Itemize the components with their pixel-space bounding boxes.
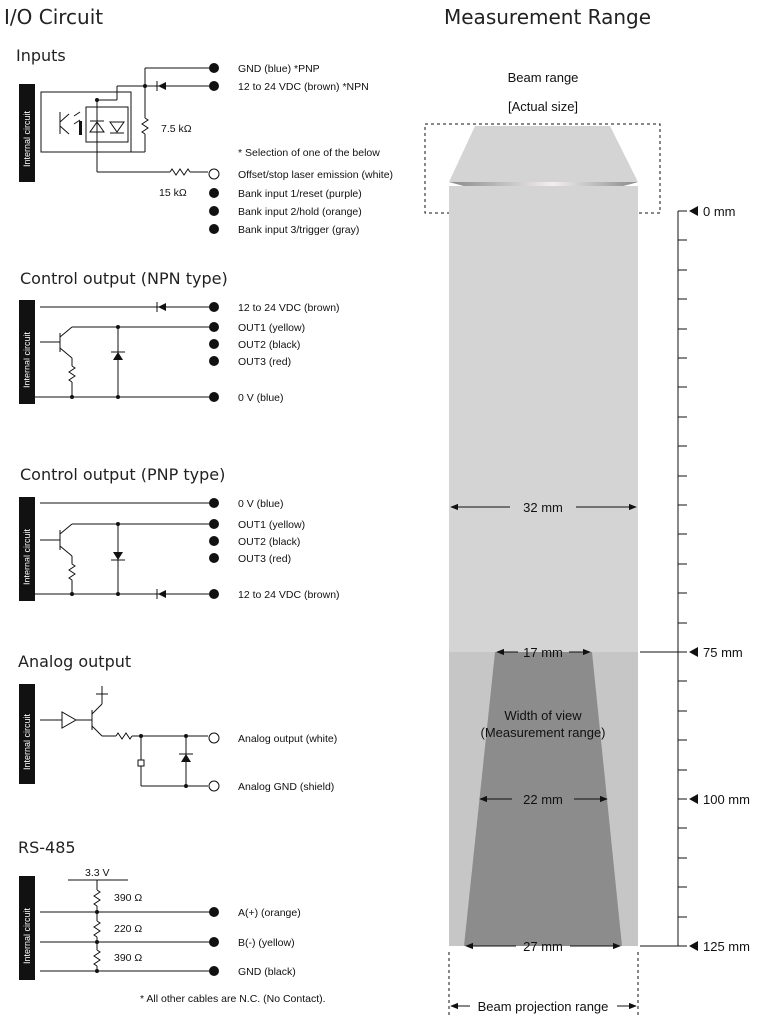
svg-text:Internal circuit: Internal circuit bbox=[22, 713, 32, 770]
beam-range-label: Beam range bbox=[507, 70, 579, 85]
pnp-circuit bbox=[30, 498, 219, 599]
pnp-0v: 0 V (blue) bbox=[238, 498, 284, 510]
projection-label: Beam projection range bbox=[477, 999, 609, 1014]
npn-title: Control output (NPN type) bbox=[20, 269, 228, 288]
npn-vdc: 12 to 24 VDC (brown) bbox=[238, 302, 340, 314]
svg-text:Internal circuit: Internal circuit bbox=[22, 907, 32, 964]
depth-scale bbox=[640, 206, 698, 951]
width-32: 32 mm bbox=[523, 500, 563, 515]
width-17: 17 mm bbox=[523, 645, 563, 660]
inputs-gnd: GND (blue) *PNP bbox=[238, 63, 320, 75]
inputs-bank2: Bank input 2/hold (orange) bbox=[238, 206, 362, 218]
range-title: Measurement Range bbox=[444, 5, 652, 29]
rs485-r2: 220 Ω bbox=[114, 923, 143, 935]
scale-125: 125 mm bbox=[703, 939, 750, 954]
rs485-note: * All other cables are N.C. (No Contact). bbox=[140, 993, 326, 1005]
internal-label-pnp bbox=[19, 497, 35, 601]
npn-0v: 0 V (blue) bbox=[238, 392, 284, 404]
internal-label-analog bbox=[19, 684, 35, 784]
internal-label-inputs bbox=[19, 84, 35, 182]
svg-text:Internal circuit: Internal circuit bbox=[22, 110, 32, 167]
io-title: I/O Circuit bbox=[4, 5, 104, 29]
pnp-out1: OUT1 (yellow) bbox=[238, 519, 306, 531]
pnp-out2: OUT2 (black) bbox=[238, 536, 301, 548]
rs485-b: B(-) (yellow) bbox=[238, 937, 295, 949]
npn-out2: OUT2 (black) bbox=[238, 339, 301, 351]
rs485-gnd: GND (black) bbox=[238, 966, 296, 978]
inputs-r1: 7.5 kΩ bbox=[161, 123, 192, 135]
rs485-supply: 3.3 V bbox=[85, 867, 110, 879]
svg-text:Internal circuit: Internal circuit bbox=[22, 331, 32, 388]
rs485-a: A(+) (orange) bbox=[238, 907, 301, 919]
inputs-r2: 15 kΩ bbox=[159, 187, 187, 199]
inputs-vdc: 12 to 24 VDC (brown) *NPN bbox=[238, 81, 369, 93]
npn-out3: OUT3 (red) bbox=[238, 356, 292, 368]
rs485-r1: 390 Ω bbox=[114, 892, 143, 904]
actual-size-label: [Actual size] bbox=[507, 99, 579, 114]
inputs-note: * Selection of one of the below bbox=[238, 147, 380, 159]
scale-0: 0 mm bbox=[703, 204, 736, 219]
pnp-out3: OUT3 (red) bbox=[238, 553, 292, 565]
rs485-title: RS-485 bbox=[18, 838, 76, 857]
scale-100: 100 mm bbox=[703, 792, 750, 807]
width-27: 27 mm bbox=[523, 939, 563, 954]
svg-text:Internal circuit: Internal circuit bbox=[22, 528, 32, 585]
pnp-title: Control output (PNP type) bbox=[20, 465, 226, 484]
analog-circuit bbox=[40, 686, 219, 791]
internal-label-rs485 bbox=[19, 876, 35, 980]
width-22: 22 mm bbox=[523, 792, 563, 807]
pnp-vdc: 12 to 24 VDC (brown) bbox=[238, 589, 340, 601]
analog-title: Analog output bbox=[18, 652, 132, 671]
inputs-bank1: Bank input 1/reset (purple) bbox=[238, 188, 362, 200]
analog-gnd: Analog GND (shield) bbox=[238, 781, 335, 793]
inputs-title: Inputs bbox=[16, 46, 66, 65]
analog-out: Analog output (white) bbox=[238, 733, 338, 745]
npn-out1: OUT1 (yellow) bbox=[238, 322, 306, 334]
scale-75: 75 mm bbox=[703, 645, 743, 660]
inputs-bank3: Bank input 3/trigger (gray) bbox=[238, 224, 360, 236]
inputs-offset: Offset/stop laser emission (white) bbox=[238, 169, 394, 181]
inputs-circuit bbox=[41, 63, 219, 234]
npn-circuit bbox=[30, 302, 219, 402]
width-of-view-2: (Measurement range) bbox=[480, 725, 606, 740]
width-of-view-1: Width of view bbox=[504, 708, 582, 723]
internal-label-npn bbox=[19, 300, 35, 404]
rs485-r3: 390 Ω bbox=[114, 952, 143, 964]
